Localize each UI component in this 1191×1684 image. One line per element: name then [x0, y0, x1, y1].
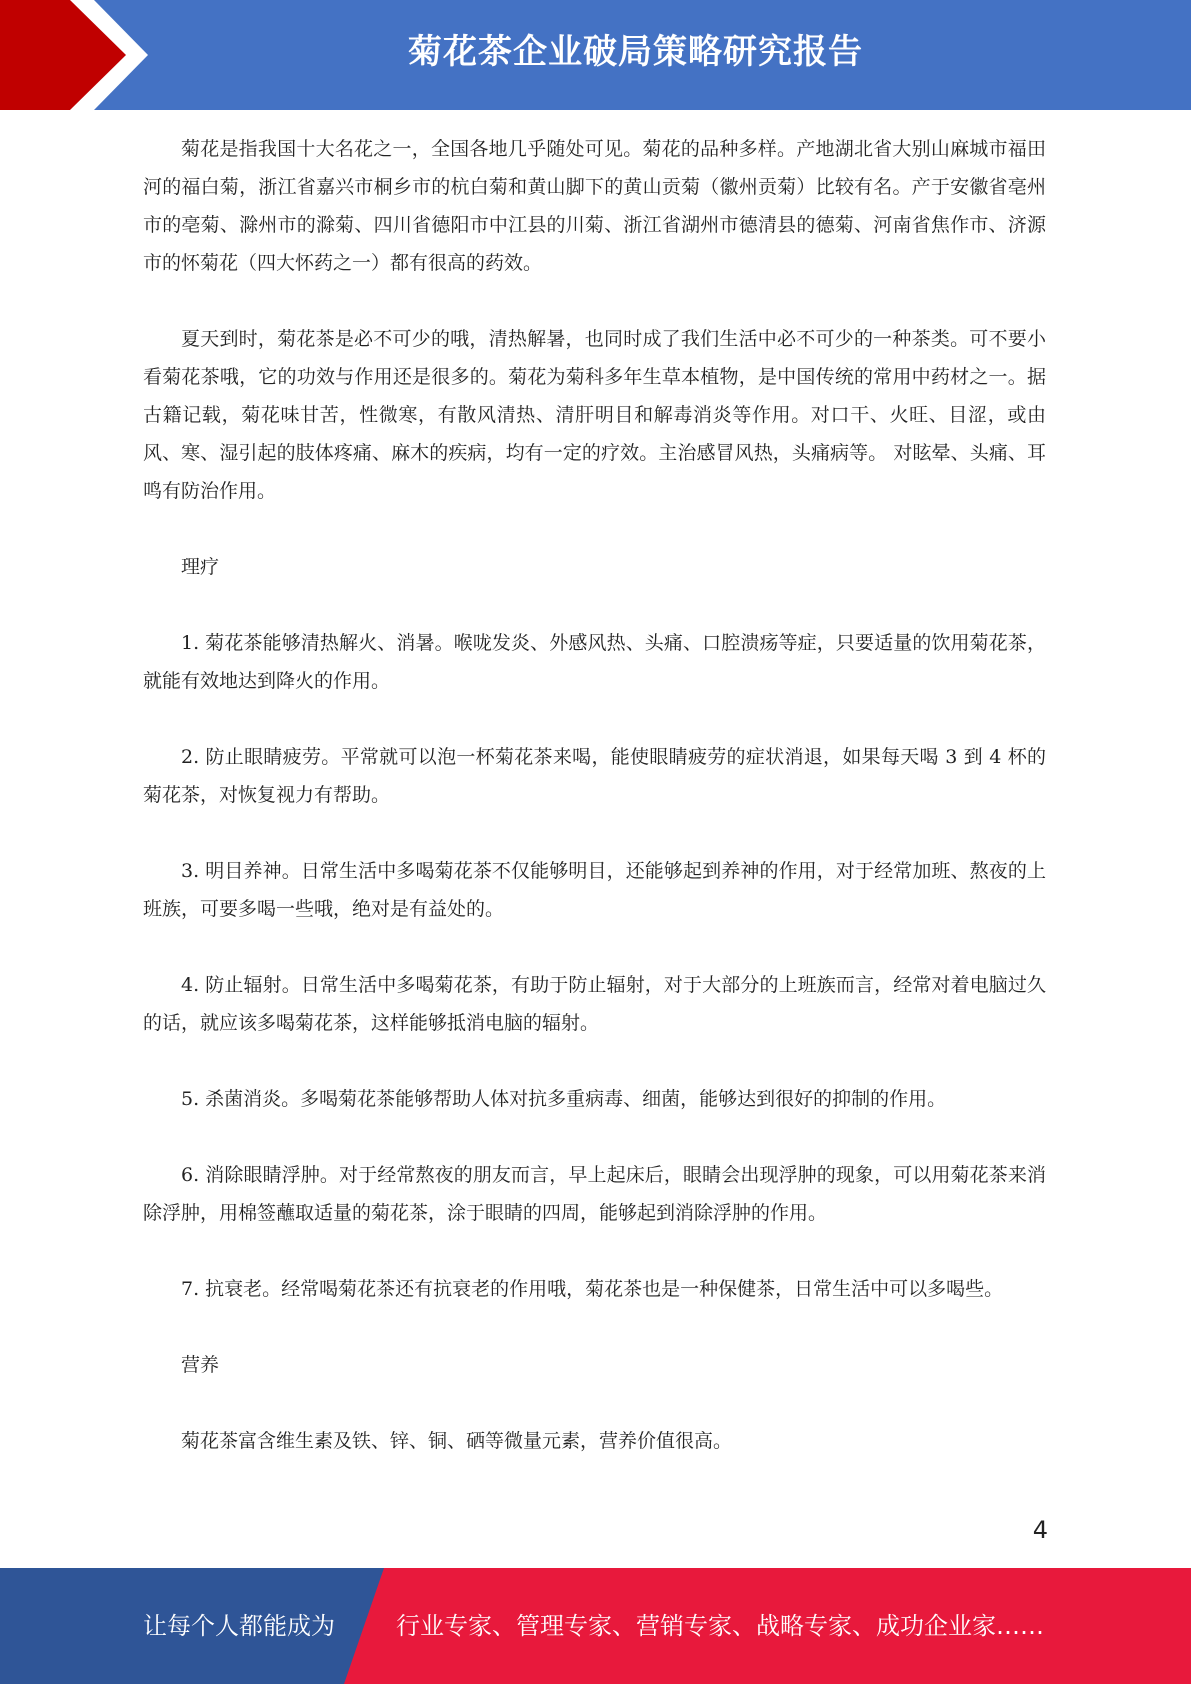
page-footer [0, 1568, 1191, 1684]
list-item: 5. 杀菌消炎。多喝菊花茶能够帮助人体对抗多重病毒、细菌，能够达到很好的抑制的作用。 [181, 1088, 947, 1110]
page-number: 4 [1032, 1516, 1048, 1544]
paragraph-nutrition: 菊花茶富含维生素及铁、锌、铜、硒等微量元素，营养价值很高。 [181, 1430, 733, 1452]
section-heading-nutrition: 营养 [181, 1354, 220, 1376]
document-body [143, 130, 1046, 1498]
paragraph-summer: 夏天到时，菊花茶是必不可少的哦，清热解暑，也同时成了我们生活中必不可少的一种茶类。可不要小看菊花茶哦，它的功效与作用还是很多的。菊花为菊科多年生草本植物，是中国传统的常用中药材之一。据古籍记载，菊花味甘苦，性微寒，有散风清热、清肝明目和解毒消炎等作用。对口干、火旺、目涩，或由风、寒、湿引起的肢体疼痛、麻木的疾病，均有一定的疗效。主治感冒风热，头痛病等。 对眩晕、头痛、耳鸣有防治作用。 [143, 328, 1046, 502]
document-title: 菊花茶企业破局策略研究报告 [408, 32, 863, 72]
list-item: 2. 防止眼睛疲劳。平常就可以泡一杯菊花茶来喝，能使眼睛疲劳的症状消退，如果每天喝 3 到 4 杯的菊花茶，对恢复视力有帮助。 [143, 746, 1046, 806]
footer-slogan-right: 行业专家、管理专家、营销专家、战略专家、成功企业家…… [396, 1612, 1044, 1640]
list-item: 1. 菊花茶能够清热解火、消暑。喉咙发炎、外感风热、头痛、口腔溃疡等症，只要适量的饮用菊花茶，就能有效地达到降火的作用。 [143, 632, 1046, 692]
footer-slogan-left: 让每个人都能成为 [143, 1612, 335, 1640]
list-item: 4. 防止辐射。日常生活中多喝菊花茶，有助于防止辐射，对于大部分的上班族而言，经常对着电脑过久的话，就应该多喝菊花茶，这样能够抵消电脑的辐射。 [143, 974, 1046, 1034]
page-header [0, 0, 1191, 110]
paragraph-intro: 菊花是指我国十大名花之一，全国各地几乎随处可见。菊花的品种多样。产地湖北省大别山麻城市福田河的福白菊，浙江省嘉兴市桐乡市的杭白菊和黄山脚下的黄山贡菊（徽州贡菊）比较有名。产于安徽省亳州市的亳菊、滁州市的滁菊、四川省德阳市中江县的川菊、浙江省湖州市德清县的德菊、河南省焦作市、济源市的怀菊花（四大怀药之一）都有很高的药效。 [143, 138, 1046, 274]
list-item: 3. 明目养神。日常生活中多喝菊花茶不仅能够明目，还能够起到养神的作用，对于经常加班、熬夜的上班族，可要多喝一些哦，绝对是有益处的。 [143, 860, 1046, 920]
list-item: 7. 抗衰老。经常喝菊花茶还有抗衰老的作用哦，菊花茶也是一种保健茶，日常生活中可以多喝些。 [181, 1278, 1004, 1300]
list-item: 6. 消除眼睛浮肿。对于经常熬夜的朋友而言，早上起床后，眼睛会出现浮肿的现象，可以用菊花茶来消除浮肿，用棉签蘸取适量的菊花茶，涂于眼睛的四周，能够起到消除浮肿的作用。 [143, 1164, 1046, 1224]
section-heading-therapy: 理疗 [181, 556, 220, 578]
